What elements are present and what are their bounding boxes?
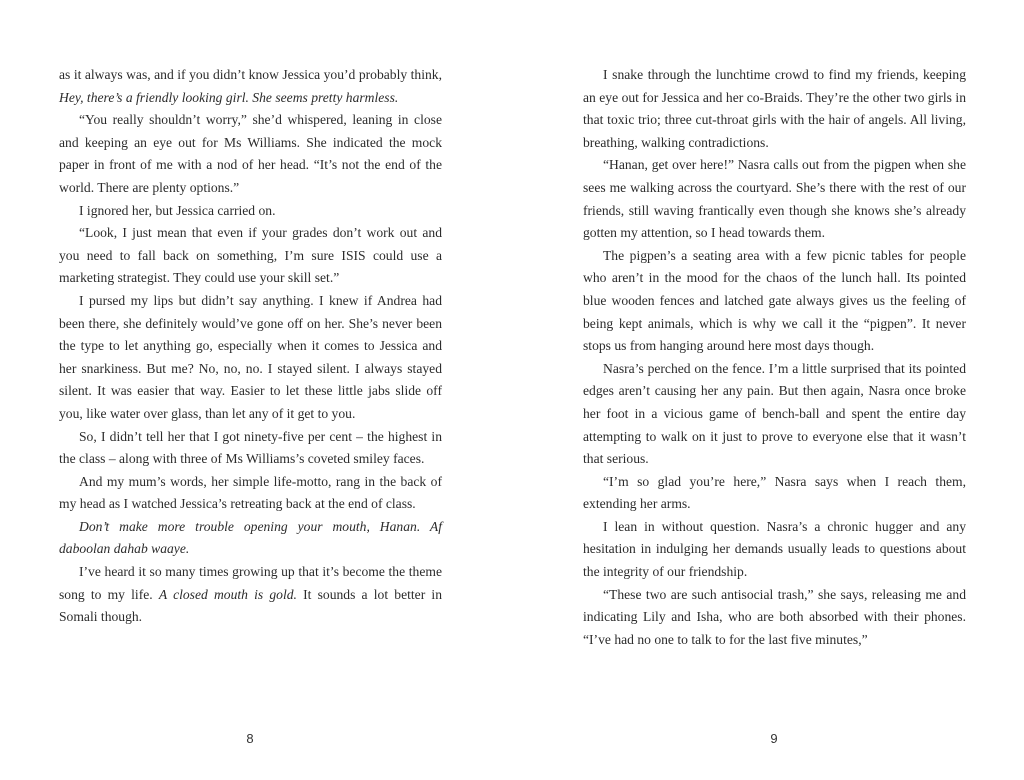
paragraph xyxy=(59,64,442,109)
text-run: Nasra’s perched on the fence. I’m a little surprised that its pointed edges aren’t causing her any pain. But then again, Nasra once broke her foot in a vicious game of bench-ball and spent the entire day attempting to walk on it just to prove to everyone else that it wasn’t that serious. xyxy=(583,360,966,467)
text-run: “Hanan, get over here!” Nasra calls out from the pigpen when she sees me walking across the courtyard. She’s there with the rest of our friends, still waving frantically even though she knows she’s already gotten my attention, so I head towards them. xyxy=(583,157,966,241)
text-run: “Look, I just mean that even if your grades don’t work out and you need to fall back on something, I’m sure ISIS could use a marketing strategist. They could use your skill set.” xyxy=(59,225,442,286)
left-page-text xyxy=(59,64,442,629)
paragraph xyxy=(59,471,442,516)
text-run: “I’m so glad you’re here,” Nasra says when I reach them, extending her arms. xyxy=(583,473,966,512)
left-page-number: 8 xyxy=(246,731,254,746)
right-page-text xyxy=(583,64,966,651)
text-run: I ignored her, but Jessica carried on. xyxy=(79,202,276,218)
paragraph xyxy=(59,290,442,426)
text-run: as it always was, and if you didn’t know Jessica you’d probably think, xyxy=(59,67,442,82)
paragraph xyxy=(583,516,966,584)
text-run: I lean in without question. Nasra’s a chronic hugger and any hesitation in indulging her demands usually leads to questions about the integrity of our friendship. xyxy=(583,518,966,580)
paragraph xyxy=(59,426,442,471)
paragraph xyxy=(59,516,442,561)
text-run: “You really shouldn’t worry,” she’d whispered, leaning in close and keeping an eye out for Ms Williams. She indicated the mock paper in front of me with a nod of her head. “It’s not the end of the world. There are plenty options.” xyxy=(59,112,442,195)
text-run: I’ve heard it so many times growing up that it’s become the theme song to my life. xyxy=(59,564,442,602)
paragraph xyxy=(59,222,442,290)
italic-text: Hey, there’s a friendly looking girl. She seems pretty harmless. xyxy=(59,89,399,105)
italic-text: A closed mouth is gold. xyxy=(158,586,297,602)
text-run: It sounds a lot better in Somali though. xyxy=(59,586,442,625)
paragraph xyxy=(583,245,966,358)
text-run: I pursed my lips but didn’t say anything. I knew if Andrea had been there, she definitely would’ve gone off on her. She’s never been the type to let anything go, especially when it comes to Jessica and her snarkiness. But me? No, no, no. I stayed silent. I always stayed silent. It was easier that way. Easier to let these little jabs slide off you, like water over glass, than let any of it get to you. xyxy=(59,292,442,421)
paragraph xyxy=(59,200,442,223)
paragraph xyxy=(59,109,442,199)
paragraph xyxy=(583,154,966,244)
paragraph xyxy=(583,64,966,154)
text-run: The pigpen’s a seating area with a few picnic tables for people who aren’t in the mood for the chaos of the lunch hall. Its pointed blue wooden fences and latched gate always gives us the feeling of being kept animals, which is why we call it the “pigpen”. It never stops us from hanging around here most days though. xyxy=(583,247,966,354)
paragraph xyxy=(583,471,966,516)
paragraph xyxy=(59,561,442,629)
paragraph xyxy=(583,358,966,471)
text-run: So, I didn’t tell her that I got ninety-five per cent – the highest in the class – along with three of Ms Williams’s coveted smiley faces. xyxy=(59,428,442,467)
paragraph xyxy=(583,584,966,652)
text-run: And my mum’s words, her simple life-motto, rang in the back of my head as I watched Jessica’s retreating back at the end of class. xyxy=(59,473,442,512)
text-run: “These two are such antisocial trash,” she says, releasing me and indicating Lily and Isha, who are both absorbed with their phones. “I’ve had no one to talk to for the last five minutes,” xyxy=(583,586,966,647)
right-page-number: 9 xyxy=(770,731,778,746)
italic-text: Don’t make more trouble opening your mouth, Hanan. Af daboolan dahab waaye. xyxy=(59,518,442,557)
text-run: I snake through the lunchtime crowd to find my friends, keeping an eye out for Jessica and her co-Braids. They’re the other two girls in that toxic trio; three cut-throat girls with the hair of angels. All living, breathing, walking contradictions. xyxy=(583,67,966,150)
